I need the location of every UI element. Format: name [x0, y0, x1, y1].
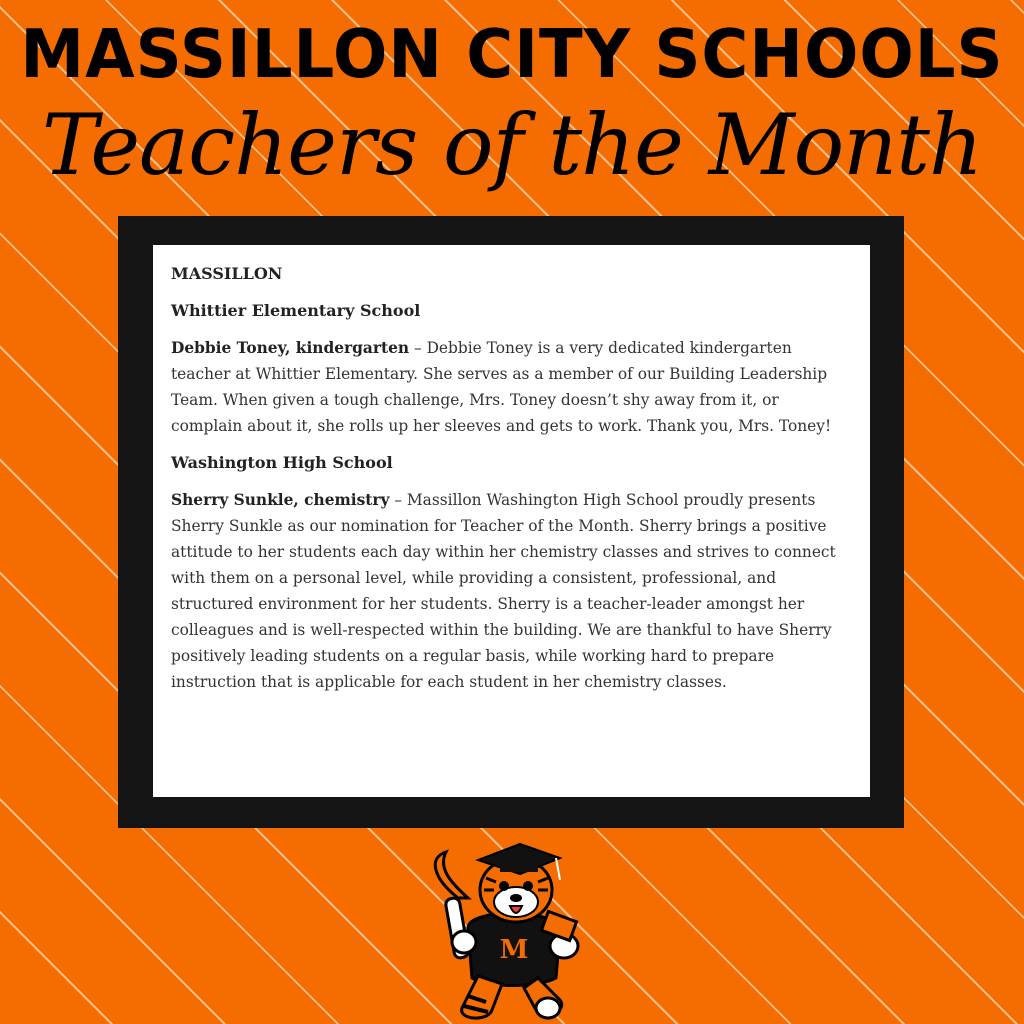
teacher-entry-sunkle — [171, 487, 852, 695]
mascot-letter: M — [499, 935, 529, 965]
school-heading-whittier: Whittier Elementary School — [171, 301, 421, 320]
teacher-entry-toney — [171, 335, 852, 439]
page-subtitle: Teachers of the Month — [41, 96, 983, 194]
separator: – — [409, 339, 427, 357]
teacher-name: Debbie Toney, kindergarten — [171, 339, 410, 357]
teacher-description: Massillon Washington High School proudly presents Sherry Sunkle as our nomination for Teacher of the Month. Sherry brings a positive attitude to her students each day within her chemistry classes and strives to connect with them on a personal level, while providing a consistent, professional, and structured environment for her students. Sherry is a teacher-leader amongst her colleagues and is well-respected within the building. We are thankful to have Sherry positively leading students on a regular basis, while working hard to prepare instruction that is applicable for each student in her chemistry classes. — [171, 491, 836, 691]
teacher-description: Debbie Toney is a very dedicated kindergarten teacher at Whittier Elementary. She serves as a member of our Building Leadership Team. When given a tough challenge, Mrs. Toney doesn’t shy away from it, or complain about it, she rolls up her sleeves and gets to work. Thank you, Mrs. Toney! — [171, 339, 832, 435]
tiger-mascot-icon — [428, 838, 598, 1024]
school-heading-washington: Washington High School — [171, 453, 393, 472]
page-title: MASSILLON CITY SCHOOLS — [20, 16, 1004, 94]
separator: – — [389, 491, 407, 509]
district-heading: MASSILLON — [171, 264, 283, 283]
article-card — [153, 245, 870, 797]
teacher-name: Sherry Sunkle, chemistry — [171, 491, 390, 509]
